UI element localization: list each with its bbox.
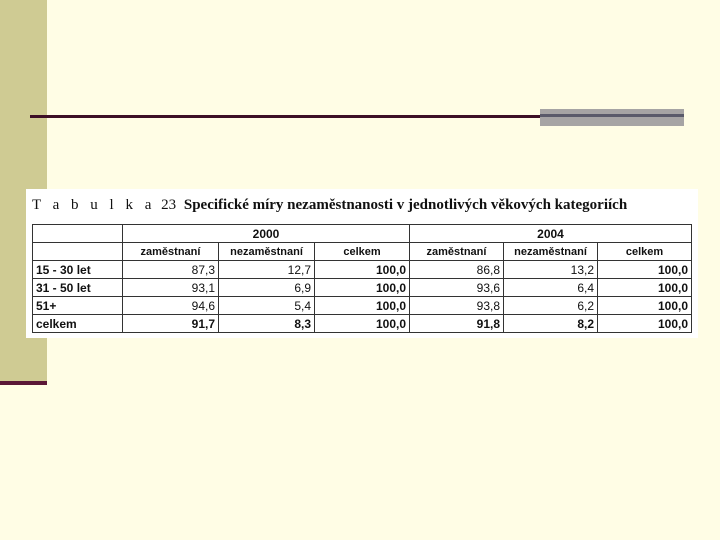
- caption-text: Specifické míry nezaměstnanosti v jednotlivých věkových kategoriích: [183, 197, 628, 213]
- table-cell: 100,0: [315, 315, 410, 333]
- title-divider: [30, 115, 540, 118]
- row-label: 15 - 30 let: [33, 261, 123, 279]
- table-cell: 6,4: [504, 279, 598, 297]
- header-empty-cell: [33, 243, 123, 261]
- table-cell: 86,8: [410, 261, 504, 279]
- row-label: 31 - 50 let: [33, 279, 123, 297]
- column-header: celkem: [315, 243, 410, 261]
- table-row: [33, 279, 692, 297]
- column-header: nezaměstnaní: [504, 243, 598, 261]
- column-header: celkem: [598, 243, 692, 261]
- row-label: celkem: [33, 315, 123, 333]
- header-row-categories: [33, 243, 692, 261]
- table-cell: 6,9: [219, 279, 315, 297]
- table-row: [33, 261, 692, 279]
- table-cell: 100,0: [315, 297, 410, 315]
- title-divider-block: [540, 109, 684, 126]
- table-cell: 12,7: [219, 261, 315, 279]
- year-header: 2004: [410, 225, 692, 243]
- table-cell: 100,0: [598, 297, 692, 315]
- table-cell: 93,1: [123, 279, 219, 297]
- header-empty-cell: [33, 225, 123, 243]
- table-cell: 94,6: [123, 297, 219, 315]
- table-cell: 100,0: [598, 315, 692, 333]
- table-figure: [26, 189, 698, 338]
- table-cell: 93,8: [410, 297, 504, 315]
- column-header: zaměstnaní: [410, 243, 504, 261]
- unemployment-table: [32, 224, 692, 333]
- table-cell: 13,2: [504, 261, 598, 279]
- row-label: 51+: [33, 297, 123, 315]
- table-cell: 100,0: [315, 279, 410, 297]
- table-row: [33, 297, 692, 315]
- table-row-total: [33, 315, 692, 333]
- header-row-years: [33, 225, 692, 243]
- table-caption: [32, 197, 627, 214]
- table-cell: 6,2: [504, 297, 598, 315]
- table-cell: 87,3: [123, 261, 219, 279]
- year-header: 2000: [123, 225, 410, 243]
- column-header: nezaměstnaní: [219, 243, 315, 261]
- table-cell: 8,3: [219, 315, 315, 333]
- table-cell: 91,7: [123, 315, 219, 333]
- caption-number: 23: [161, 197, 177, 213]
- table-cell: 5,4: [219, 297, 315, 315]
- table-cell: 91,8: [410, 315, 504, 333]
- table-cell: 8,2: [504, 315, 598, 333]
- side-decor-rule: [0, 381, 47, 385]
- table-cell: 100,0: [315, 261, 410, 279]
- table-cell: 93,6: [410, 279, 504, 297]
- column-header: zaměstnaní: [123, 243, 219, 261]
- table-cell: 100,0: [598, 279, 692, 297]
- caption-prefix: T a b u l k a: [32, 197, 156, 213]
- table-cell: 100,0: [598, 261, 692, 279]
